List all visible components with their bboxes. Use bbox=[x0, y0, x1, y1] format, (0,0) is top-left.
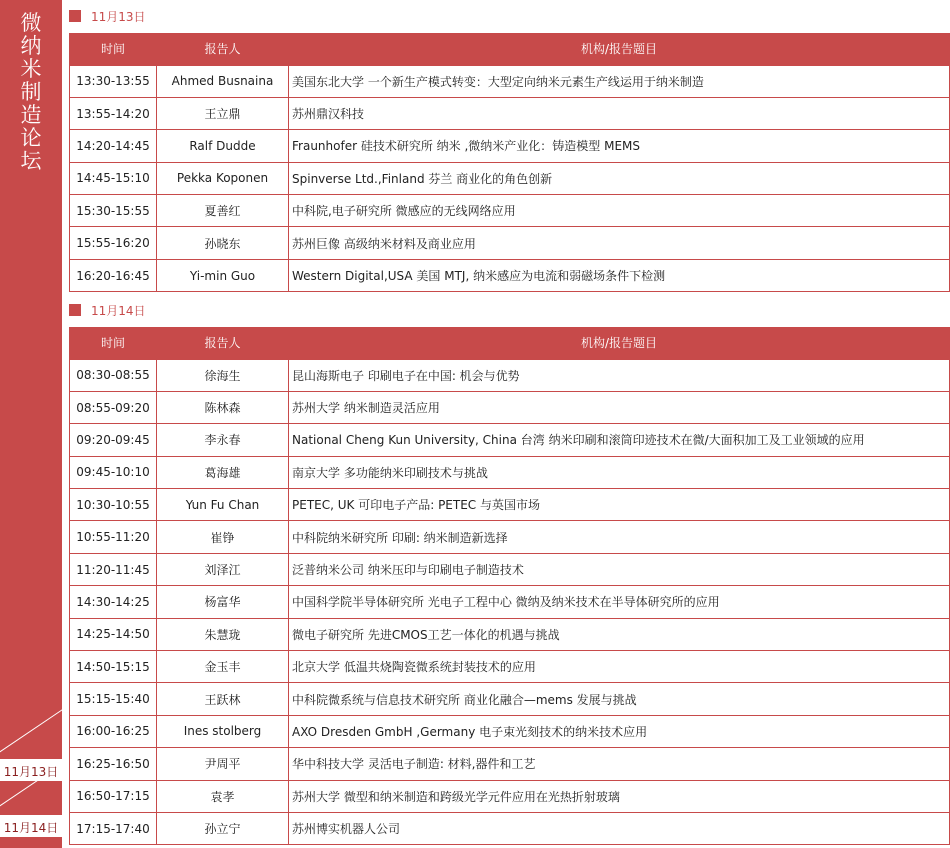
tab-divider bbox=[0, 708, 62, 759]
cell-speaker: Ahmed Busnaina bbox=[157, 65, 289, 97]
cell-topic: PETEC, UK 可印电子产品: PETEC 与英国市场 bbox=[289, 489, 950, 521]
table-row bbox=[70, 456, 950, 488]
day-heading-1 bbox=[69, 8, 146, 24]
table-row bbox=[70, 489, 950, 521]
cell-speaker: 孙立宁 bbox=[157, 812, 289, 844]
header-topic: 机构/报告题目 bbox=[289, 33, 950, 65]
cell-speaker: Ralf Dudde bbox=[157, 130, 289, 162]
cell-topic: 美国东北大学 一个新生产模式转变：大型定向纳米元素生产线运用于纳米制造 bbox=[289, 65, 950, 97]
cell-speaker: 刘泽江 bbox=[157, 553, 289, 585]
cell-topic: 中国科学院半导体研究所 光电子工程中心 微纳及纳米技术在半导体研究所的应用 bbox=[289, 586, 950, 618]
forum-title: 微纳米制造论坛 bbox=[20, 11, 42, 173]
cell-speaker: 陈林森 bbox=[157, 391, 289, 423]
cell-speaker: 尹周平 bbox=[157, 748, 289, 780]
side-tab-day2[interactable]: 11月14日 bbox=[3, 821, 59, 835]
cell-speaker: 袁孝 bbox=[157, 780, 289, 812]
cell-speaker: 杨富华 bbox=[157, 586, 289, 618]
cell-topic: 北京大学 低温共烧陶瓷微系统封装技术的应用 bbox=[289, 651, 950, 683]
cell-topic: AXO Dresden GmbH ,Germany 电子束光刻技术的纳米技术应用 bbox=[289, 715, 950, 747]
cell-topic: Spinverse Ltd.,Finland 芬兰 商业化的角色创新 bbox=[289, 162, 950, 194]
cell-time: 15:15-15:40 bbox=[70, 683, 157, 715]
cell-speaker: 夏善红 bbox=[157, 195, 289, 227]
table-row bbox=[70, 780, 950, 812]
cell-time: 08:30-08:55 bbox=[70, 359, 157, 391]
cell-speaker: 王跃林 bbox=[157, 683, 289, 715]
square-marker-icon bbox=[69, 10, 81, 22]
cell-topic: 昆山海斯电子 印刷电子在中国: 机会与优势 bbox=[289, 359, 950, 391]
cell-speaker: Yun Fu Chan bbox=[157, 489, 289, 521]
cell-topic: 泛普纳米公司 纳米压印与印刷电子制造技术 bbox=[289, 553, 950, 585]
cell-topic: 中科院纳米研究所 印刷: 纳米制造新选择 bbox=[289, 521, 950, 553]
side-tab-day1[interactable]: 11月13日 bbox=[3, 765, 59, 779]
table-row bbox=[70, 227, 950, 259]
cell-speaker: 朱慧珑 bbox=[157, 618, 289, 650]
header-time: 时间 bbox=[70, 33, 157, 65]
cell-time: 09:45-10:10 bbox=[70, 456, 157, 488]
cell-speaker: 葛海雄 bbox=[157, 456, 289, 488]
table-row bbox=[70, 618, 950, 650]
header-speaker: 报告人 bbox=[157, 327, 289, 359]
cell-topic: 华中科技大学 灵活电子制造: 材料,器件和工艺 bbox=[289, 748, 950, 780]
cell-time: 17:15-17:40 bbox=[70, 812, 157, 844]
cell-time: 11:20-11:45 bbox=[70, 553, 157, 585]
table-row bbox=[70, 651, 950, 683]
schedule-table-day1 bbox=[69, 33, 950, 292]
table-row bbox=[70, 715, 950, 747]
table-row bbox=[70, 195, 950, 227]
cell-speaker: 李永春 bbox=[157, 424, 289, 456]
cell-speaker: Ines stolberg bbox=[157, 715, 289, 747]
cell-time: 14:50-15:15 bbox=[70, 651, 157, 683]
cell-speaker: 崔铮 bbox=[157, 521, 289, 553]
table-row bbox=[70, 683, 950, 715]
cell-time: 16:25-16:50 bbox=[70, 748, 157, 780]
cell-topic: 中科院,电子研究所 微感应的无线网络应用 bbox=[289, 195, 950, 227]
cell-time: 13:55-14:20 bbox=[70, 97, 157, 129]
table-row bbox=[70, 748, 950, 780]
cell-speaker: Pekka Koponen bbox=[157, 162, 289, 194]
cell-time: 09:20-09:45 bbox=[70, 424, 157, 456]
header-time: 时间 bbox=[70, 327, 157, 359]
cell-time: 16:50-17:15 bbox=[70, 780, 157, 812]
table-row bbox=[70, 162, 950, 194]
cell-time: 10:55-11:20 bbox=[70, 521, 157, 553]
cell-speaker: 孙晓东 bbox=[157, 227, 289, 259]
cell-topic: 苏州大学 纳米制造灵活应用 bbox=[289, 391, 950, 423]
table-row bbox=[70, 391, 950, 423]
cell-speaker: 徐海生 bbox=[157, 359, 289, 391]
cell-time: 13:30-13:55 bbox=[70, 65, 157, 97]
cell-topic: 中科院微系统与信息技术研究所 商业化融合—mems 发展与挑战 bbox=[289, 683, 950, 715]
cell-time: 14:30-14:25 bbox=[70, 586, 157, 618]
cell-topic: 微电子研究所 先进CMOS工艺一体化的机遇与挑战 bbox=[289, 618, 950, 650]
day-heading-2 bbox=[69, 302, 146, 318]
cell-topic: 苏州巨像 高级纳米材料及商业应用 bbox=[289, 227, 950, 259]
table-header bbox=[70, 33, 950, 65]
cell-speaker: 金玉丰 bbox=[157, 651, 289, 683]
table-row bbox=[70, 97, 950, 129]
cell-time: 16:20-16:45 bbox=[70, 259, 157, 291]
table-row bbox=[70, 259, 950, 291]
cell-speaker: Yi-min Guo bbox=[157, 259, 289, 291]
table-row bbox=[70, 586, 950, 618]
cell-time: 14:25-14:50 bbox=[70, 618, 157, 650]
cell-time: 16:00-16:25 bbox=[70, 715, 157, 747]
cell-topic: Fraunhofer 硅技术研究所 纳米 ,微纳米产业化：铸造模型 MEMS bbox=[289, 130, 950, 162]
header-speaker: 报告人 bbox=[157, 33, 289, 65]
cell-time: 14:45-15:10 bbox=[70, 162, 157, 194]
cell-topic: 苏州博实机器人公司 bbox=[289, 812, 950, 844]
table-row bbox=[70, 424, 950, 456]
cell-topic: 苏州大学 微型和纳米制造和跨级光学元件应用在光热折射玻璃 bbox=[289, 780, 950, 812]
table-header bbox=[70, 327, 950, 359]
cell-topic: 苏州鼎汉科技 bbox=[289, 97, 950, 129]
table-row bbox=[70, 521, 950, 553]
day-date: 11月13日 bbox=[91, 9, 146, 24]
cell-topic: 南京大学 多功能纳米印刷技术与挑战 bbox=[289, 456, 950, 488]
schedule-table-day2 bbox=[69, 327, 950, 845]
cell-topic: Western Digital,USA 美国 MTJ, 纳米感应为电流和弱磁场条件下检测 bbox=[289, 259, 950, 291]
cell-speaker: 王立鼎 bbox=[157, 97, 289, 129]
square-marker-icon bbox=[69, 304, 81, 316]
header-topic: 机构/报告题目 bbox=[289, 327, 950, 359]
cell-time: 15:55-16:20 bbox=[70, 227, 157, 259]
table-row bbox=[70, 553, 950, 585]
cell-topic: National Cheng Kun University, China 台湾 纳米印刷和滚筒印迹技术在微/大面积加工及工业领域的应用 bbox=[289, 424, 950, 456]
table-row bbox=[70, 65, 950, 97]
cell-time: 10:30-10:55 bbox=[70, 489, 157, 521]
sidebar bbox=[0, 0, 62, 848]
cell-time: 14:20-14:45 bbox=[70, 130, 157, 162]
table-row bbox=[70, 359, 950, 391]
day-date: 11月14日 bbox=[91, 303, 146, 318]
cell-time: 15:30-15:55 bbox=[70, 195, 157, 227]
table-row bbox=[70, 130, 950, 162]
table-row bbox=[70, 812, 950, 844]
cell-time: 08:55-09:20 bbox=[70, 391, 157, 423]
